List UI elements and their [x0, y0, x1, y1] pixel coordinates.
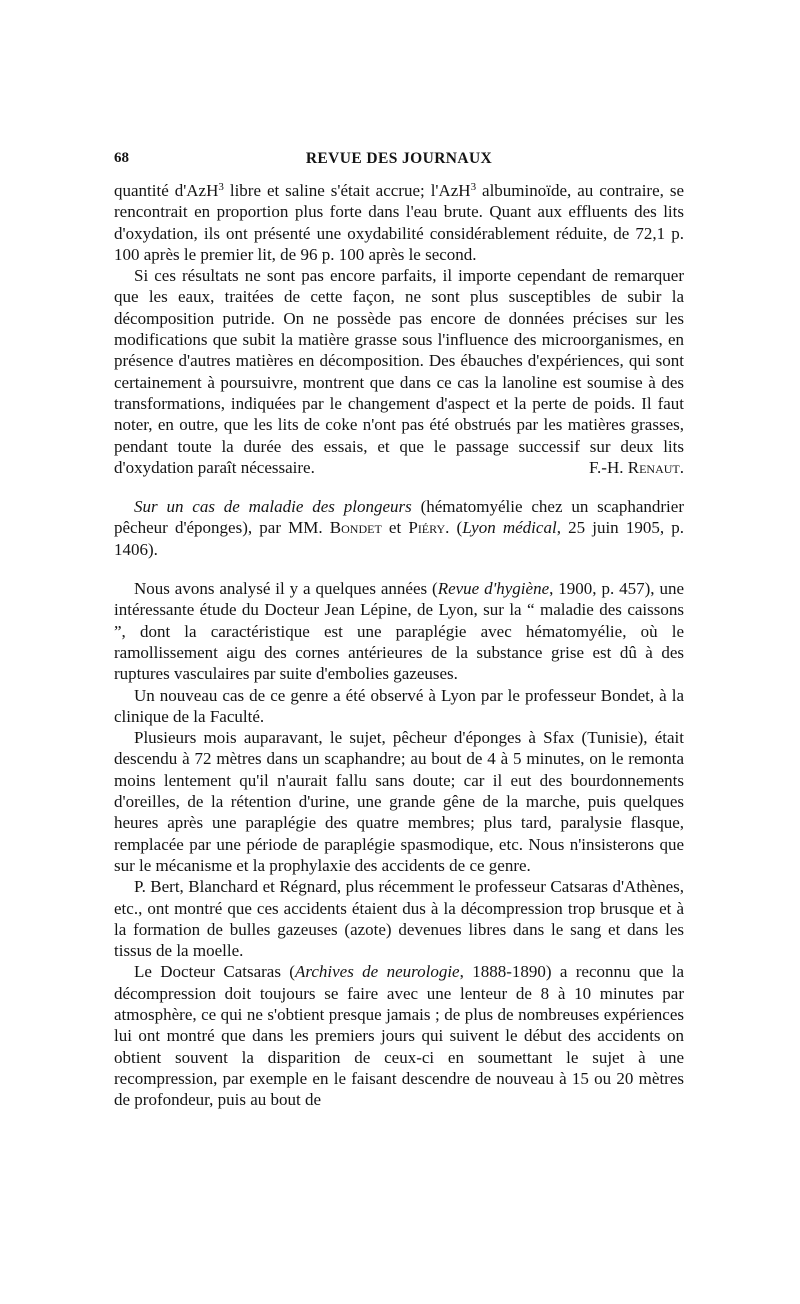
page-header	[114, 148, 684, 174]
article-title: Sur un cas de maladie des plongeurs	[134, 497, 412, 517]
paragraph-mechanism	[114, 876, 684, 961]
signature-name: Renaut.	[627, 457, 684, 477]
p3-journal: Revue d'hygiène	[437, 579, 550, 599]
p4-text: Un nouveau cas de ce genre a été observé à Lyon par le professeur Bondet, à la clinique de la Faculté.	[114, 685, 684, 726]
article-heading	[114, 496, 684, 560]
author-piery: Piéry	[408, 518, 446, 538]
paragraph-case-history	[114, 727, 684, 876]
p1-text-b: libre et saline s'était accrue; l'AzH	[223, 181, 471, 200]
p3-text-b: , 1900, p. 457), une intéressante étude du Docteur Jean Lépine, de Lyon, sur la “ maladie des caissons ”, dont la caractéristique est une paraplégie avec hématomyélie, où le ramollissement aigu des cornes antérieures de la substance grise est dû à des ruptures vasculaires par suite d'embolies gazeuses.	[114, 579, 684, 684]
paragraph-new-case	[114, 685, 684, 728]
journal-name: Lyon médical	[462, 518, 557, 538]
p7-text-a: Le Docteur Catsaras (	[134, 962, 295, 982]
article-subtitle: (hématomyélie chez un scaphandrier pêcheur d'éponges), par MM.	[114, 497, 684, 538]
paragraph-ammonia-results	[114, 180, 684, 265]
p7-journal: Archives de neurologie	[294, 962, 460, 982]
running-title: REVUE DES JOURNAUX	[305, 150, 493, 167]
author-bondet: Bondet	[329, 518, 382, 538]
superscript-3: 3	[218, 181, 224, 193]
page-number: 68	[114, 150, 129, 166]
signature-initials: F.-H.	[588, 457, 628, 477]
p1-text-c: albuminoïde, au contraire, se rencontrait en proportion plus forte dans l'eau brute. Quant aux effluents des lits d'oxydation, ils ont présenté une oxydabilité considérablement réduite, de 72,1 p. 100 après le premier lit, de 96 p. 100 après le second.	[114, 181, 684, 264]
p5-text: Plusieurs mois auparavant, le sujet, pêcheur d'éponges à Sfax (Tunisie), était descendu à 72 mètres dans un scaphandre; au bout de 4 à 5 minutes, on le remonta moins lentement qu'il n'aurait fallu sans doute; car il eut des bourdonnements d'oreilles, de la rétention d'urine, une grande gêne de la marche, puis quelques heures après une paraplégie des quatre membres; plus tard, paralysie flasque, remplacée par une période de paraplégie spasmodique, etc. Nous n'insisterons que sur le mécanisme et la prophylaxie des accidents de ce genre.	[114, 728, 684, 875]
superscript-3: 3	[470, 181, 477, 193]
author-signature	[569, 457, 684, 478]
paragraph-catsaras	[114, 961, 684, 1110]
paragraph-lepine-study	[114, 578, 684, 684]
p2-text: Si ces résultats ne sont pas encore parfaits, il importe cependant de remarquer que les eaux, traitées de cette façon, ne sont plus susceptibles de subir la décomposition putride. On ne possède pas encore de données précises sur les modifications que subit la matière grasse sous l'influence des microorganismes, en présence d'autres matières en décomposition. Des ébauches d'expériences, qui sont certainement à poursuivre, montrent que dans ce cas la lanoline est soumise à des transformations, indiquées par le changement d'aspect et la perte de poids. Il faut noter, en outre, que les lits de coke n'ont pas été obstrués par les matières grasses, pendant toute la durée des essais, et que le passage successif sur deux lits d'oxydation paraît nécessaire.	[114, 266, 684, 477]
p1-text-a: quantité d'AzH	[114, 181, 219, 200]
article-separator: . (	[445, 518, 463, 538]
article-reference: , 25 juin 1905, p. 1406).	[114, 518, 684, 559]
p3-text-a: Nous avons analysé il y a quelques années (	[134, 579, 438, 599]
p7-text-b: , 1888-1890) a reconnu que la décompression doit toujours se faire avec une lenteur de 8 à 10 minutes par atmosphère, ce qui ne s'obtient presque jamais ; de plus de nombreuses expériences lui ont montré que dans les premiers jours qui suivent le début des accidents on obtient souvent la disparition de ceux-ci en soumettant le sujet à une recompression, par exemple en le faisant descendre de nouveau à 15 ou 20 mètres de profondeur, puis au bout de	[114, 962, 685, 1110]
journal-page	[114, 148, 684, 1110]
p6-text: P. Bert, Blanchard et Régnard, plus récemment le professeur Catsaras d'Athènes, etc., ont montré que ces accidents étaient dus à la décompression trop brusque et à la formation de bulles gazeuses (azote) devenues libres dans le sang et dans les tissus de la moelle.	[114, 877, 684, 961]
article-and: et	[381, 518, 409, 538]
paragraph-conclusions	[114, 265, 684, 478]
